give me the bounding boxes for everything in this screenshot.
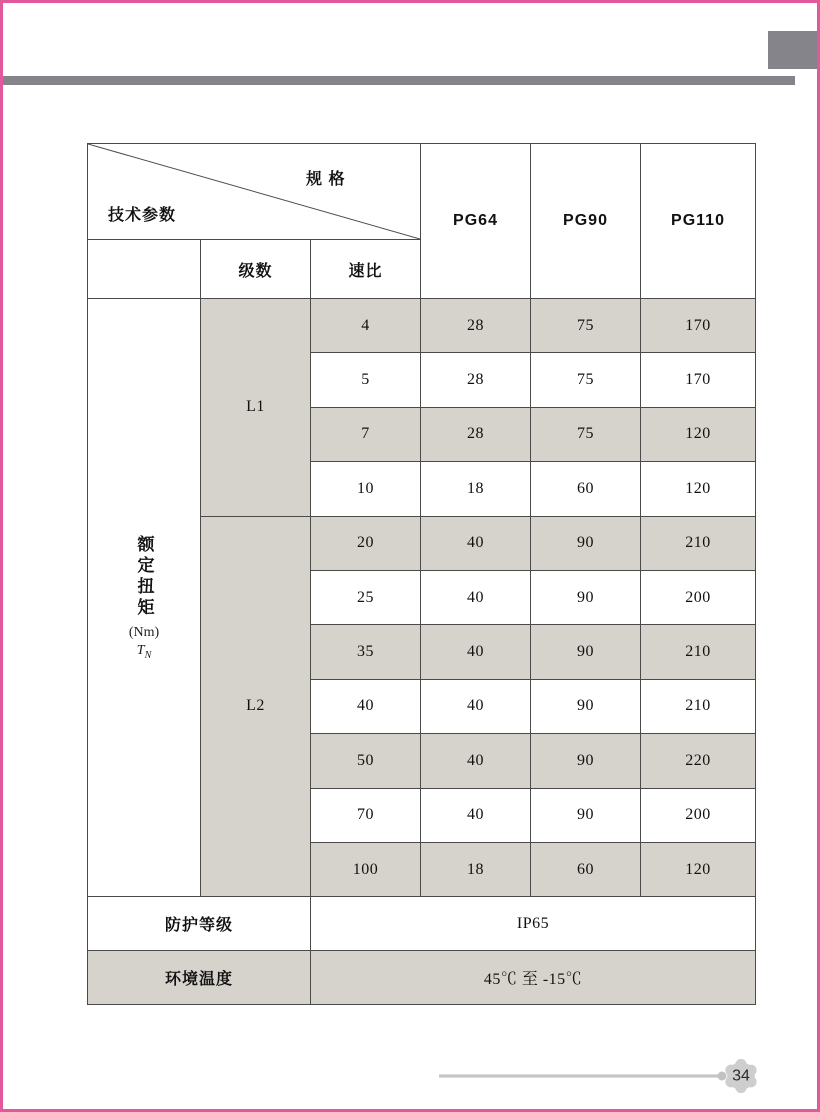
value-cell: 170: [641, 353, 756, 407]
ratio-cell: 20: [311, 516, 421, 570]
value-cell: 40: [421, 788, 531, 842]
value-cell: 120: [641, 842, 756, 896]
value-cell: 40: [421, 570, 531, 624]
value-cell: 75: [531, 353, 641, 407]
ratio-cell: 35: [311, 625, 421, 679]
ratio-cell: 25: [311, 570, 421, 624]
value-cell: 200: [641, 570, 756, 624]
torque-symbol: $T_N$: [136, 642, 152, 661]
ratio-cell: 7: [311, 407, 421, 461]
ratio-cell: 70: [311, 788, 421, 842]
value-cell: 170: [641, 299, 756, 353]
value-cell: 90: [531, 679, 641, 733]
value-cell: 220: [641, 734, 756, 788]
value-cell: 90: [531, 570, 641, 624]
value-cell: 75: [531, 299, 641, 353]
spec-table: [87, 143, 756, 1005]
value-cell: 28: [421, 299, 531, 353]
ratio-cell: 4: [311, 299, 421, 353]
top-right-accent-block: [768, 31, 817, 69]
value-cell: 90: [531, 625, 641, 679]
stage-l2-cell: L2: [201, 516, 311, 897]
value-cell: 210: [641, 516, 756, 570]
ratio-cell: 40: [311, 679, 421, 733]
value-cell: 210: [641, 679, 756, 733]
value-cell: 28: [421, 353, 531, 407]
value-cell: 40: [421, 734, 531, 788]
value-cell: 18: [421, 842, 531, 896]
top-accent-bar: [3, 76, 795, 85]
torque-header-cell: [88, 299, 201, 897]
value-cell: 90: [531, 788, 641, 842]
ambient-temp-value: 45℃ 至 -15℃: [311, 951, 756, 1005]
page-number: 34: [732, 1067, 750, 1085]
footer-line-dot: [718, 1072, 727, 1081]
ambient-temp-label: 环境温度: [88, 951, 311, 1005]
torque-label: 额定扭矩: [134, 534, 154, 619]
value-cell: 75: [531, 407, 641, 461]
value-cell: 40: [421, 679, 531, 733]
column-header-pg90: PG90: [531, 144, 641, 299]
value-cell: 90: [531, 516, 641, 570]
column-header-pg64: PG64: [421, 144, 531, 299]
value-cell: 28: [421, 407, 531, 461]
value-cell: 18: [421, 462, 531, 516]
value-cell: 60: [531, 842, 641, 896]
stage-l1-cell: L1: [201, 299, 311, 517]
params-corner-label: 技术参数: [108, 207, 177, 224]
footer-rule-line: [439, 1074, 720, 1077]
empty-header-cell: [88, 240, 201, 299]
torque-unit: (Nm): [128, 624, 160, 640]
value-cell: 210: [641, 625, 756, 679]
ratio-cell: 5: [311, 353, 421, 407]
page-footer: [430, 1046, 775, 1106]
ratio-cell: 10: [311, 462, 421, 516]
ratio-cell: 50: [311, 734, 421, 788]
column-header-pg110: PG110: [641, 144, 756, 299]
stages-header: 级数: [201, 240, 311, 299]
diagonal-header-cell: [88, 144, 421, 240]
ratio-cell: 100: [311, 842, 421, 896]
protection-class-label: 防护等级: [88, 897, 311, 951]
value-cell: 120: [641, 407, 756, 461]
value-cell: 90: [531, 734, 641, 788]
value-cell: 200: [641, 788, 756, 842]
value-cell: 40: [421, 516, 531, 570]
spec-corner-label: 规 格: [306, 171, 346, 188]
protection-class-value: IP65: [311, 897, 756, 951]
value-cell: 40: [421, 625, 531, 679]
value-cell: 60: [531, 462, 641, 516]
value-cell: 120: [641, 462, 756, 516]
ratio-header: 速比: [311, 240, 421, 299]
